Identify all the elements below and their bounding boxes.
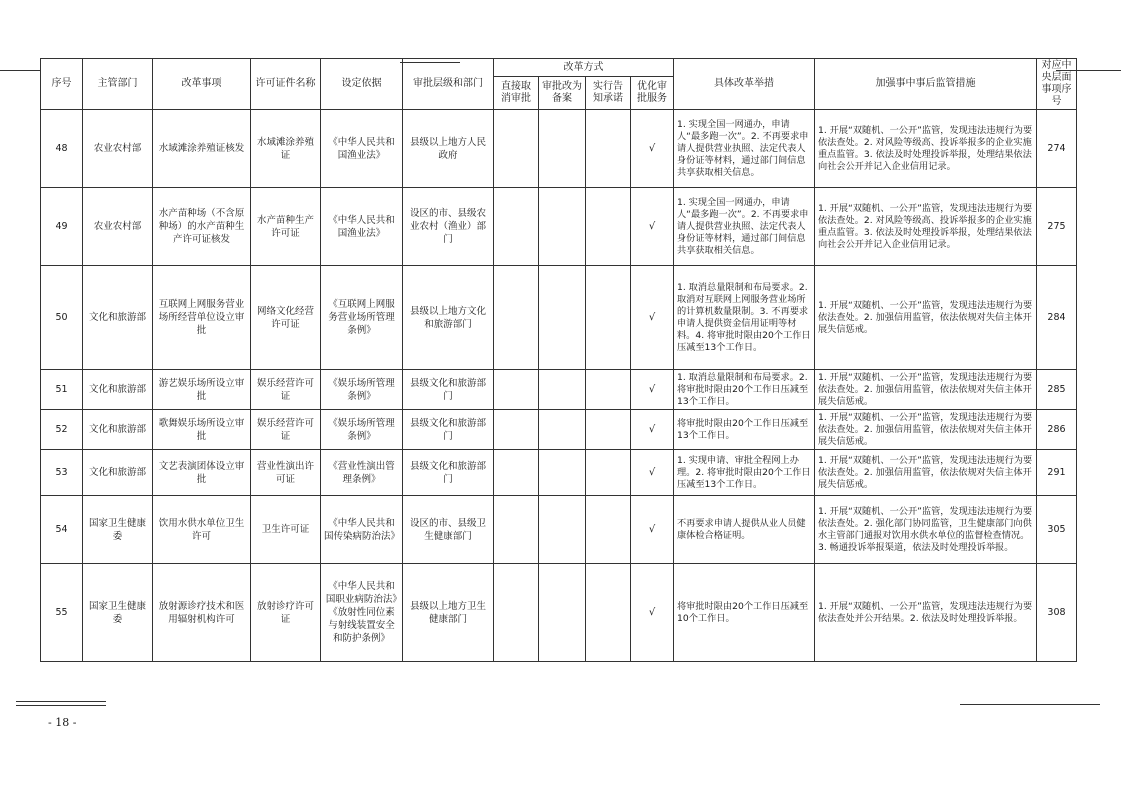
- cell-measures: 1. 取消总量限制和布局要求。2. 将审批时限由20个工作日压减至13个工作日。: [674, 370, 815, 410]
- cell-level: 设区的市、县级卫生健康部门: [403, 496, 494, 564]
- cell-item: 饮用水供水单位卫生许可: [153, 496, 251, 564]
- cell-mode-record: [539, 266, 586, 370]
- table-row: [41, 450, 1077, 496]
- cell-license: 放射诊疗许可证: [251, 564, 321, 662]
- cell-dept: 国家卫生健康委: [83, 564, 153, 662]
- cell-supervision: 1. 开展“双随机、一公开”监管，发现违法违规行为要依法查处。2. 加强信用监管，依法依规对失信主体开展失信惩戒。: [815, 370, 1037, 410]
- cell-mode-record: [539, 410, 586, 450]
- header-basis: 设定依据: [321, 59, 403, 110]
- cell-basis: 《中华人民共和国职业病防治法》《放射性同位素与射线装置安全和防护条例》: [321, 564, 403, 662]
- cell-measures: 1. 实现申请、审批全程网上办理。2. 将审批时限由20个工作日压减至13个工作日。: [674, 450, 815, 496]
- cell-measures: 1. 取消总量限制和布局要求。2. 取消对互联网上网服务营业场所的计算机数量限制。3. 不再要求申请人提供资金信用证明等材料。4. 将审批时限由20个工作日压减至13个工作日。: [674, 266, 815, 370]
- cell-supervision: 1. 开展“双随机、一公开”监管，发现违法违规行为要依法查处。2. 加强信用监管，依法依规对失信主体开展失信惩戒。: [815, 266, 1037, 370]
- cell-supervision: 1. 开展“双随机、一公开”监管，发现违法违规行为要依法查处并公开结果。2. 依法及时处理投诉举报。: [815, 564, 1037, 662]
- cell-level: 县级文化和旅游部门: [403, 410, 494, 450]
- cell-basis: 《中华人民共和国渔业法》: [321, 188, 403, 266]
- cell-supervision: 1. 开展“双随机、一公开”监管，发现违法违规行为要依法查处。2. 对风险等级高、投诉举报多的企业实施重点监管。3. 依法及时处理投诉举报，处理结果依法向社会公开并记入企业信用记录。: [815, 110, 1037, 188]
- cell-item: 文艺表演团体设立审批: [153, 450, 251, 496]
- table-row: [41, 110, 1077, 188]
- cell-basis: 《娱乐场所管理条例》: [321, 370, 403, 410]
- header-mode-promise: 实行告知承诺: [586, 77, 631, 110]
- cell-seq: 53: [41, 450, 83, 496]
- header-dept: 主管部门: [83, 59, 153, 110]
- cell-mode-cancel: [494, 496, 539, 564]
- page-number: - 18 -: [48, 716, 77, 729]
- cell-item: 放射源诊疗技术和医用辐射机构许可: [153, 564, 251, 662]
- cell-mode-optimize: √: [631, 564, 674, 662]
- cell-item: 游艺娱乐场所设立审批: [153, 370, 251, 410]
- cell-mode-cancel: [494, 410, 539, 450]
- cell-mode-record: [539, 370, 586, 410]
- cell-mode-promise: [586, 110, 631, 188]
- cell-license: 营业性演出许可证: [251, 450, 321, 496]
- cell-dept: 文化和旅游部: [83, 266, 153, 370]
- table-row: [41, 410, 1077, 450]
- cell-mode-promise: [586, 370, 631, 410]
- cell-license: 娱乐经营许可证: [251, 370, 321, 410]
- table-row: [41, 266, 1077, 370]
- cell-mode-record: [539, 450, 586, 496]
- cell-measures: 将审批时限由20个工作日压减至13个工作日。: [674, 410, 815, 450]
- cell-level: 县级以上地方文化和旅游部门: [403, 266, 494, 370]
- cell-license: 卫生许可证: [251, 496, 321, 564]
- cell-mode-cancel: [494, 370, 539, 410]
- cell-basis: 《中华人民共和国传染病防治法》: [321, 496, 403, 564]
- cell-mode-cancel: [494, 450, 539, 496]
- cell-mode-optimize: √: [631, 110, 674, 188]
- cell-seq: 50: [41, 266, 83, 370]
- cell-mode-optimize: √: [631, 188, 674, 266]
- cell-seq: 54: [41, 496, 83, 564]
- header-reform-group: 改革方式: [494, 59, 674, 77]
- cell-basis: 《营业性演出管理条例》: [321, 450, 403, 496]
- cell-level: 县级以上地方卫生健康部门: [403, 564, 494, 662]
- header-level: 审批层级和部门: [403, 59, 494, 110]
- cell-central-no: 305: [1037, 496, 1077, 564]
- cell-supervision: 1. 开展“双随机、一公开”监管，发现违法违规行为要依法查处。2. 对风险等级高、投诉举报多的企业实施重点监管。3. 依法及时处理投诉举报，处理结果依法向社会公开并记入企业信用记录。: [815, 188, 1037, 266]
- cell-measures: 将审批时限由20个工作日压减至10个工作日。: [674, 564, 815, 662]
- header-mode-record: 审批改为备案: [539, 77, 586, 110]
- cell-dept: 农业农村部: [83, 188, 153, 266]
- cell-measures: 1. 实现全国一网通办，申请人“最多跑一次”。2. 不再要求申请人提供营业执照、法定代表人身份证等材料，通过部门间信息共享获取相关信息。: [674, 188, 815, 266]
- cell-mode-record: [539, 496, 586, 564]
- cell-mode-optimize: √: [631, 496, 674, 564]
- cell-mode-promise: [586, 564, 631, 662]
- cell-basis: 《娱乐场所管理条例》: [321, 410, 403, 450]
- cell-central-no: 275: [1037, 188, 1077, 266]
- cell-mode-record: [539, 188, 586, 266]
- cell-dept: 农业农村部: [83, 110, 153, 188]
- cell-mode-cancel: [494, 188, 539, 266]
- cell-item: 歌舞娱乐场所设立审批: [153, 410, 251, 450]
- cell-dept: 国家卫生健康委: [83, 496, 153, 564]
- header-mode-optimize: 优化审批服务: [631, 77, 674, 110]
- table-row: [41, 496, 1077, 564]
- cell-level: 县级文化和旅游部门: [403, 450, 494, 496]
- footer-rule-left-2: [16, 705, 106, 706]
- cell-seq: 51: [41, 370, 83, 410]
- cell-mode-promise: [586, 188, 631, 266]
- cell-item: 水产苗种场（不含原种场）的水产苗种生产许可证核发: [153, 188, 251, 266]
- cell-mode-record: [539, 564, 586, 662]
- cell-license: 娱乐经营许可证: [251, 410, 321, 450]
- cell-dept: 文化和旅游部: [83, 450, 153, 496]
- cell-measures: 不再要求申请人提供从业人员健康体检合格证明。: [674, 496, 815, 564]
- cell-mode-optimize: √: [631, 370, 674, 410]
- cell-supervision: 1. 开展“双随机、一公开”监管，发现违法违规行为要依法查处。2. 强化部门协同监管，卫生健康部门向供水主管部门通报对饮用水供水单位的监督检查情况。3. 畅通投诉举报渠道，依法及时处理投诉举报。: [815, 496, 1037, 564]
- cell-seq: 49: [41, 188, 83, 266]
- header-mode-cancel: 直接取消审批: [494, 77, 539, 110]
- header-license: 许可证件名称: [251, 59, 321, 110]
- cell-seq: 55: [41, 564, 83, 662]
- table-body: [41, 110, 1077, 662]
- reform-table: [40, 58, 1077, 662]
- cell-mode-cancel: [494, 266, 539, 370]
- cell-item: 水域滩涂养殖证核发: [153, 110, 251, 188]
- cell-central-no: 274: [1037, 110, 1077, 188]
- cell-mode-promise: [586, 496, 631, 564]
- cell-central-no: 291: [1037, 450, 1077, 496]
- cell-license: 水产苗种生产许可证: [251, 188, 321, 266]
- cell-level: 设区的市、县级农业农村（渔业）部门: [403, 188, 494, 266]
- cell-mode-cancel: [494, 110, 539, 188]
- header-central-no: 对应中央层面事项序号: [1037, 59, 1077, 110]
- header-supervision: 加强事中事后监管措施: [815, 59, 1037, 110]
- cell-seq: 48: [41, 110, 83, 188]
- scan-line-top-left: [0, 70, 40, 71]
- header-seq: 序号: [41, 59, 83, 110]
- cell-mode-record: [539, 110, 586, 188]
- cell-supervision: 1. 开展“双随机、一公开”监管，发现违法违规行为要依法查处。2. 加强信用监管，依法依规对失信主体开展失信惩戒。: [815, 450, 1037, 496]
- cell-measures: 1. 实现全国一网通办，申请人“最多跑一次”。2. 不再要求申请人提供营业执照、法定代表人身份证等材料，通过部门间信息共享获取相关信息。: [674, 110, 815, 188]
- cell-mode-cancel: [494, 564, 539, 662]
- cell-license: 水域滩涂养殖证: [251, 110, 321, 188]
- cell-basis: 《互联网上网服务营业场所管理条例》: [321, 266, 403, 370]
- footer-rule-left: [16, 701, 106, 702]
- footer-rule-right: [960, 704, 1100, 705]
- cell-mode-optimize: √: [631, 266, 674, 370]
- cell-seq: 52: [41, 410, 83, 450]
- table-row: [41, 370, 1077, 410]
- table-row: [41, 564, 1077, 662]
- cell-mode-optimize: √: [631, 450, 674, 496]
- cell-central-no: 308: [1037, 564, 1077, 662]
- cell-dept: 文化和旅游部: [83, 410, 153, 450]
- cell-mode-promise: [586, 410, 631, 450]
- cell-item: 互联网上网服务营业场所经营单位设立审批: [153, 266, 251, 370]
- cell-license: 网络文化经营许可证: [251, 266, 321, 370]
- cell-mode-promise: [586, 266, 631, 370]
- cell-mode-optimize: √: [631, 410, 674, 450]
- cell-basis: 《中华人民共和国渔业法》: [321, 110, 403, 188]
- cell-dept: 文化和旅游部: [83, 370, 153, 410]
- cell-level: 县级文化和旅游部门: [403, 370, 494, 410]
- header-measures: 具体改革举措: [674, 59, 815, 110]
- cell-central-no: 284: [1037, 266, 1077, 370]
- cell-supervision: 1. 开展“双随机、一公开”监管，发现违法违规行为要依法查处。2. 加强信用监管，依法依规对失信主体开展失信惩戒。: [815, 410, 1037, 450]
- cell-central-no: 286: [1037, 410, 1077, 450]
- header-item: 改革事项: [153, 59, 251, 110]
- table-row: [41, 188, 1077, 266]
- cell-level: 县级以上地方人民政府: [403, 110, 494, 188]
- table-header: [41, 59, 1077, 110]
- cell-mode-promise: [586, 450, 631, 496]
- cell-central-no: 285: [1037, 370, 1077, 410]
